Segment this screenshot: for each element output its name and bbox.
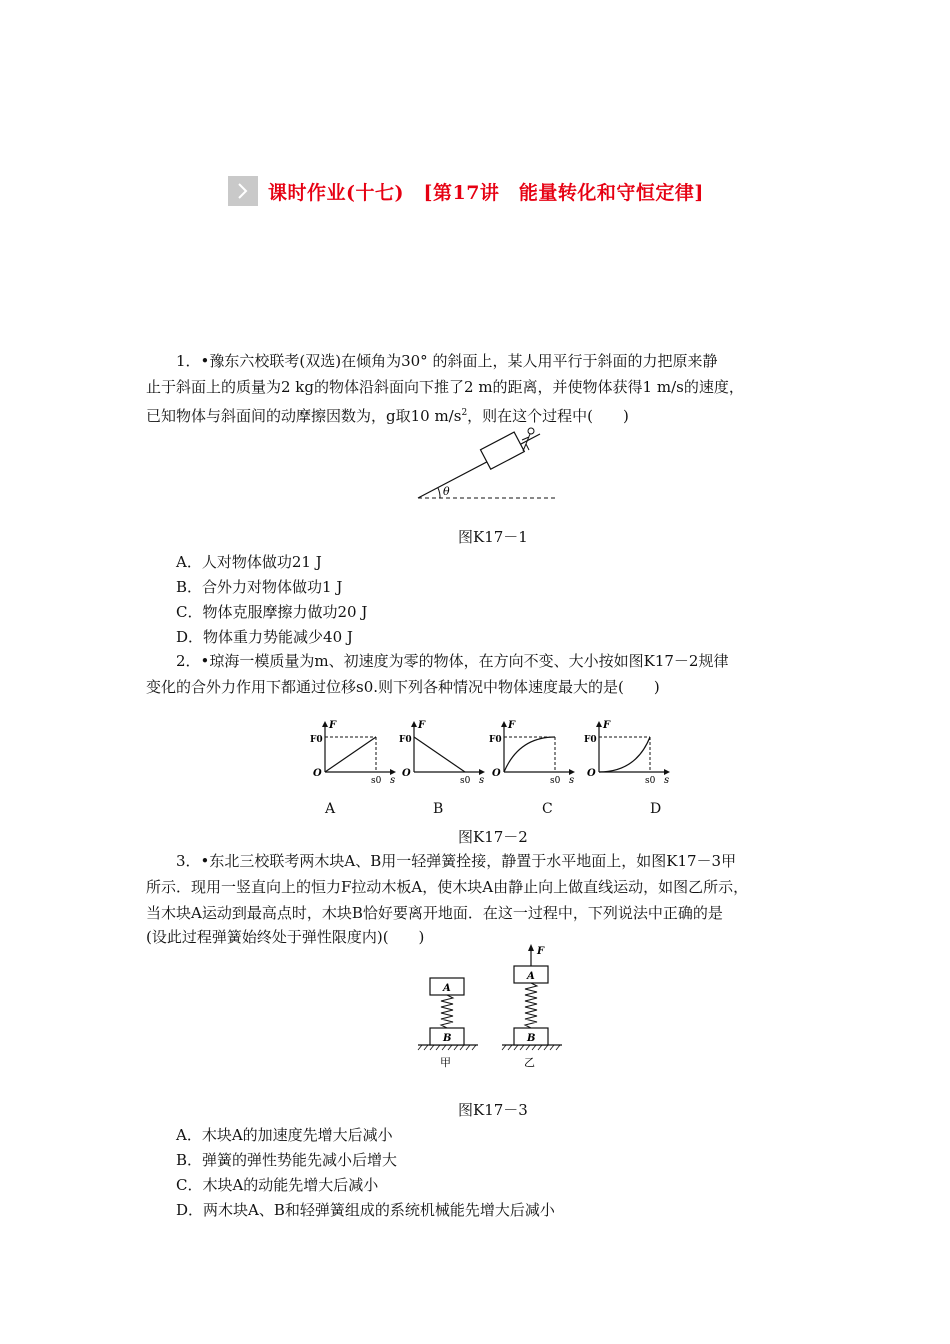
svg-text:B: B <box>443 1033 452 1044</box>
svg-text:乙: 乙 <box>524 1056 535 1069</box>
q3-line4: (设此过程弹簧始终处于弹性限度内)( ) <box>146 928 425 946</box>
svg-text:s0: s0 <box>645 776 656 786</box>
svg-text:s: s <box>664 775 670 786</box>
svg-text:甲: 甲 <box>440 1056 451 1069</box>
q3-line2: 所示．现用一竖直向上的恒力F拉动木板A，使木块A由静止向上做直线运动，如图乙所示， <box>146 878 749 896</box>
title-block <box>228 173 704 209</box>
svg-text:B: B <box>527 1033 536 1044</box>
q1-line3: 已知物体与斜面间的动摩擦因数为，g取10 $m/s^2$，则在这个过程中( ) <box>146 407 629 425</box>
svg-text:O: O <box>402 768 411 779</box>
q1-option-a: A．人对物体做功21 J <box>176 553 322 571</box>
q2-line1: 2．•琼海一模质量为m、初速度为零的物体，在方向不变、大小按如图K17－2规律 <box>176 652 729 670</box>
svg-text:F: F <box>603 720 611 731</box>
theta-label: θ <box>443 485 450 498</box>
graph-a-label: A <box>325 801 336 817</box>
chevron-right-icon <box>228 176 258 206</box>
svg-text:F: F <box>329 720 337 731</box>
svg-text:F: F <box>508 720 516 731</box>
svg-text:F0: F0 <box>399 735 412 745</box>
graph-c-label: C <box>542 801 553 817</box>
q2-line2: 变化的合外力作用下都通过位移s0.则下列各种情况中物体速度最大的是( ) <box>146 678 660 696</box>
q1-option-c: C．物体克服摩擦力做功20 J <box>176 603 368 621</box>
q1-option-d: D．物体重力势能减少40 J <box>176 628 353 646</box>
q3-line1: 3．•东北三校联考两木块A、B用一轻弹簧拴接，静置于水平地面上，如图K17－3甲 <box>176 852 737 870</box>
figure-k17-2-caption: 图K17－2 <box>458 828 528 846</box>
q3-option-d: D．两木块A、B和轻弹簧组成的系统机械能先增大后减小 <box>176 1201 555 1219</box>
graph-a <box>310 718 400 788</box>
figure-k17-3-caption: 图K17－3 <box>458 1101 528 1119</box>
svg-text:s0: s0 <box>371 776 382 786</box>
svg-text:A: A <box>443 983 451 994</box>
page-title: 课时作业(十七) [第17讲 能量转化和守恒定律] <box>268 181 704 204</box>
graph-c <box>489 718 579 788</box>
q1-option-b: B．合外力对物体做功1 J <box>176 578 343 596</box>
svg-text:s: s <box>479 775 485 786</box>
graph-d <box>584 718 674 788</box>
svg-text:F0: F0 <box>310 735 323 745</box>
svg-text:s0: s0 <box>550 776 561 786</box>
graph-b-label: B <box>433 801 444 817</box>
svg-text:s: s <box>390 775 396 786</box>
q3-option-b: B．弹簧的弹性势能先减小后增大 <box>176 1151 398 1169</box>
svg-text:F: F <box>418 720 426 731</box>
svg-text:O: O <box>492 768 501 779</box>
svg-text:F0: F0 <box>489 735 502 745</box>
svg-text:O: O <box>313 768 322 779</box>
q3-line3: 当木块A运动到最高点时，木块B恰好要离开地面．在这一过程中，下列说法中正确的是 <box>146 904 723 922</box>
q3-option-a: A．木块A的加速度先增大后减小 <box>176 1126 393 1144</box>
q1-line2: 止于斜面上的质量为2 kg的物体沿斜面向下推了2 m的距离，并使物体获得1 m/s的速度， <box>146 378 744 396</box>
figure-k17-3-springs <box>410 940 570 1072</box>
svg-text:s0: s0 <box>460 776 471 786</box>
svg-text:F0: F0 <box>584 735 597 745</box>
svg-text:A: A <box>527 971 535 982</box>
graph-d-label: D <box>650 801 662 817</box>
figure-k17-1-incline <box>410 420 560 505</box>
q1-line1: 1．•豫东六校联考(双选)在倾角为30° 的斜面上，某人用平行于斜面的力把原来静 <box>176 352 718 370</box>
svg-text:O: O <box>587 768 596 779</box>
figure-k17-1-caption: 图K17－1 <box>458 528 528 546</box>
svg-text:F: F <box>537 946 545 957</box>
graph-b <box>399 718 489 788</box>
q3-option-c: C．木块A的动能先增大后减小 <box>176 1176 379 1194</box>
svg-text:s: s <box>569 775 575 786</box>
